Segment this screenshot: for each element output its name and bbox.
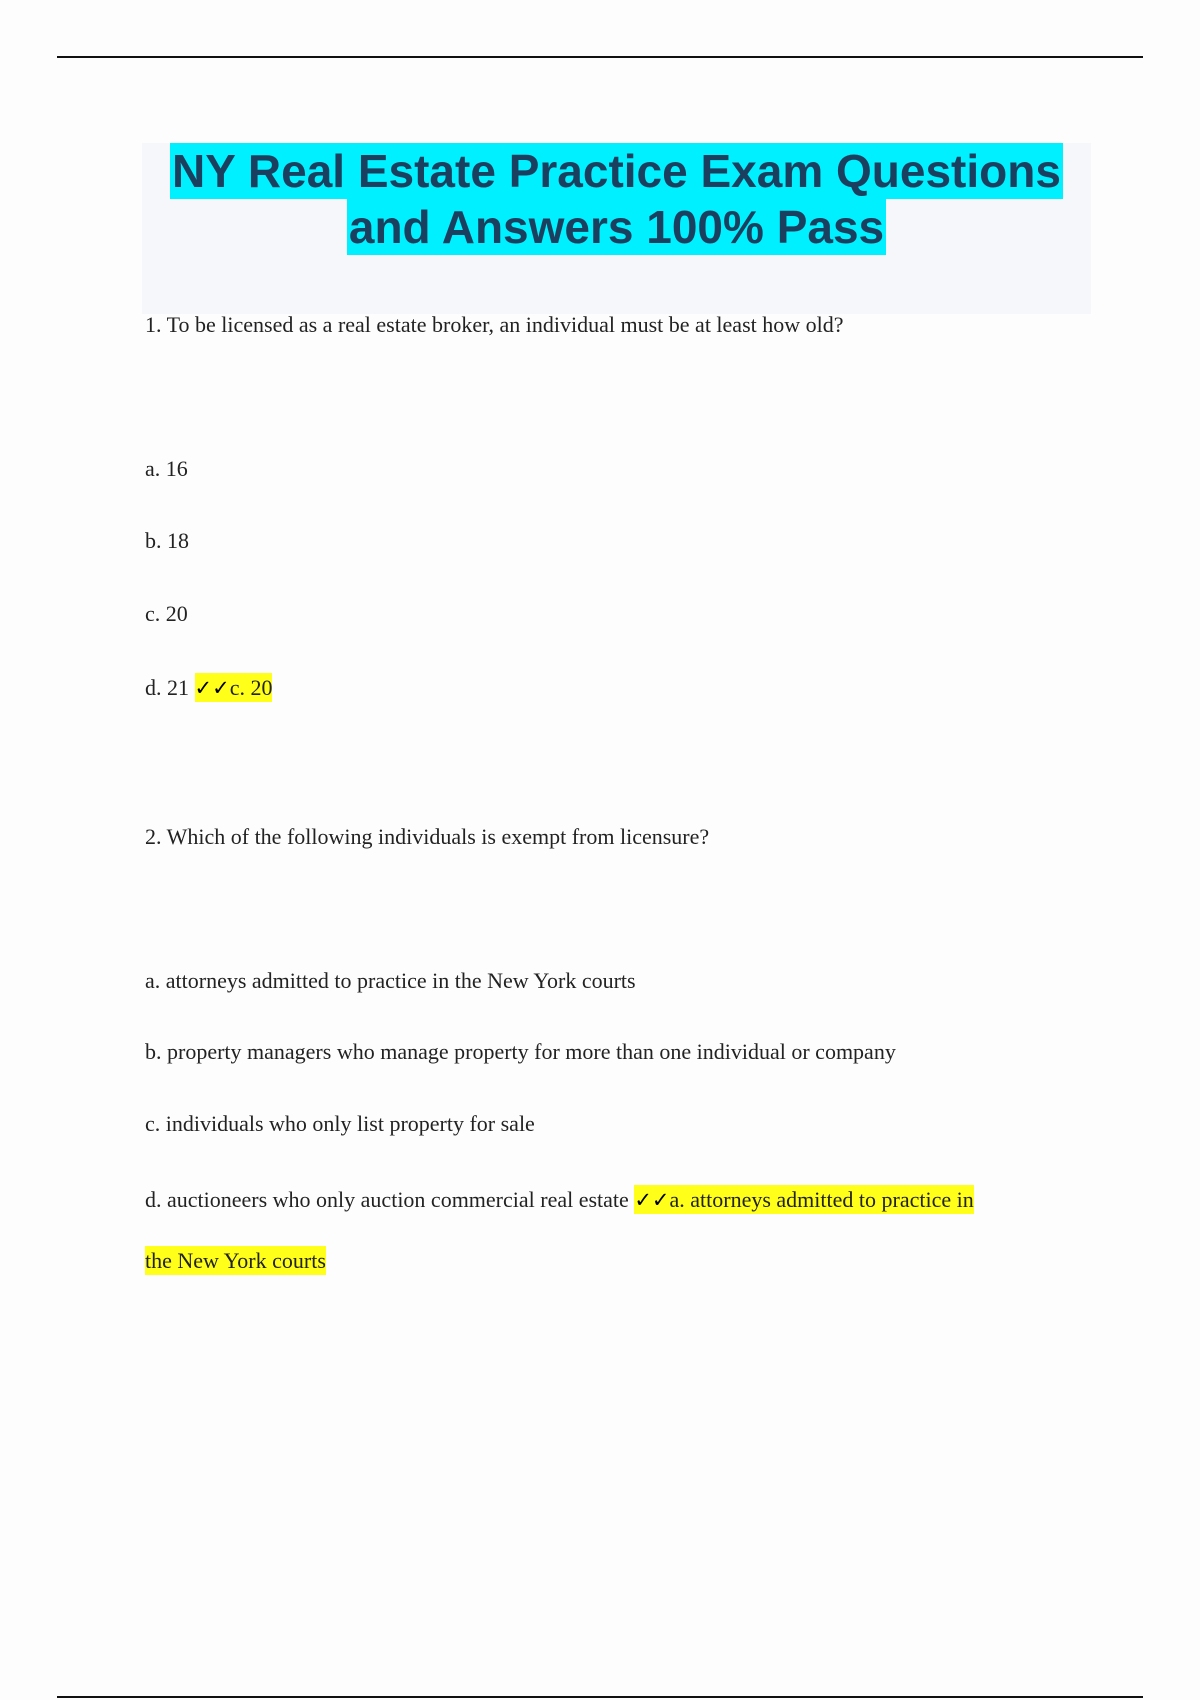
question-2-option-b: b. property managers who manage property for more than one individual or company [145, 1039, 896, 1064]
question-2-answer-highlight [634, 1185, 973, 1214]
double-check-icon: ✓✓ [194, 676, 230, 700]
title-line-1: NY Real Estate Practice Exam Questions [172, 145, 1061, 197]
question-2-option-a: a. attorneys admitted to practice in the New York courts [145, 968, 636, 993]
question-2-answer-continuation [145, 1247, 326, 1275]
question-1-option-d: d. 21 [145, 675, 189, 700]
question-1-answer: c. 20 [229, 675, 273, 700]
bottom-rule [57, 1696, 1143, 1698]
double-check-icon: ✓✓ [634, 1188, 670, 1212]
question-1-option-a: a. 16 [145, 456, 188, 481]
question-1-option-b: b. 18 [145, 528, 189, 553]
question-1-option-d-line [145, 674, 272, 702]
question-1-text: 1. To be licensed as a real estate broker, an individual must be at least how old? [145, 312, 844, 337]
question-2-option-c: c. individuals who only list property for sale [145, 1111, 535, 1136]
question-2-option-d: d. auctioneers who only auction commercial real estate [145, 1187, 629, 1212]
question-2-answer-line-1: a. attorneys admitted to practice in [669, 1187, 974, 1212]
question-1-answer-highlight [195, 673, 273, 702]
document-title [142, 143, 1091, 314]
title-line-2: and Answers 100% Pass [348, 201, 885, 253]
question-2-answer-line-2: the New York courts [145, 1248, 326, 1273]
question-1-option-c: c. 20 [145, 601, 188, 626]
question-2-option-d-line [145, 1186, 974, 1214]
top-rule [57, 56, 1143, 58]
question-2-text: 2. Which of the following individuals is exempt from licensure? [145, 824, 710, 849]
